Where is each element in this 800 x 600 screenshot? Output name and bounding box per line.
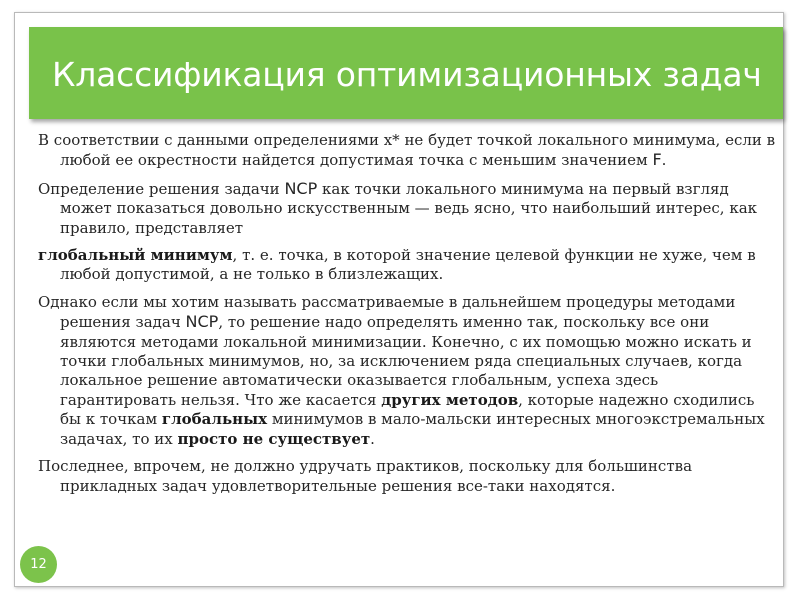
emphasis-text: глобальный минимум	[38, 246, 233, 265]
paragraph-text: как точки локального минимума на первый взгляд может показаться довольно искусственным — ведь ясно, что наибольший интерес, как правило, представляет	[60, 179, 758, 237]
paragraph-text: Однако если мы хотим называть рассматриваемые в дальнейшем процедуры методами решения задач	[38, 292, 736, 332]
page-number-badge: 12	[20, 546, 57, 583]
body-paragraph	[38, 179, 778, 238]
math-symbol: NCP	[185, 312, 219, 332]
paragraph-text: В соответствии с данными определениями x* не будет точкой локального минимума, если в любой ее окрестности найдется допустимая точка с меньшим значением	[38, 131, 776, 170]
slide-body	[38, 131, 778, 504]
paragraph-text: , то решение надо определять именно так, поскольку все они являются методами локальной минимизации. Конечно, с их помощью можно искать и точки глобальных минимумов, но, за исключением ряда специальных случаев, когда локальное решение автоматически оказывается глобальным, успеха здесь гарантировать нельзя. Что же касается	[60, 313, 752, 409]
emphasis-text: просто не существует	[177, 429, 371, 448]
paragraph-text: .	[661, 151, 667, 170]
body-paragraph	[38, 457, 778, 496]
paragraph-text: минимумов в мало-мальски интересных многоэкстремальных задачах, то их	[60, 410, 765, 448]
math-symbol: F	[652, 150, 662, 170]
body-paragraph	[38, 246, 778, 285]
paragraph-text: , т. е. точка, в которой значение целевой функции не хуже, чем в любой допустимой, а не только в близлежащих.	[60, 246, 756, 284]
paragraph-text: Определение решения задачи	[38, 179, 285, 198]
paragraph-text: Последнее, впрочем, не должно удручать практиков, поскольку для большинства прикладных задач удовлетворительные решения все-таки находятся.	[38, 457, 693, 495]
slide-title: Классификация оптимизационных задач	[52, 55, 762, 94]
body-paragraph	[38, 293, 778, 449]
emphasis-text: глобальных	[161, 410, 268, 429]
emphasis-text: других методов	[381, 390, 519, 409]
paragraph-text: .	[370, 429, 375, 448]
math-symbol: NCP	[284, 178, 318, 198]
body-paragraph	[38, 131, 778, 171]
paragraph-text: , которые надежно сходились бы к точкам	[60, 390, 755, 429]
